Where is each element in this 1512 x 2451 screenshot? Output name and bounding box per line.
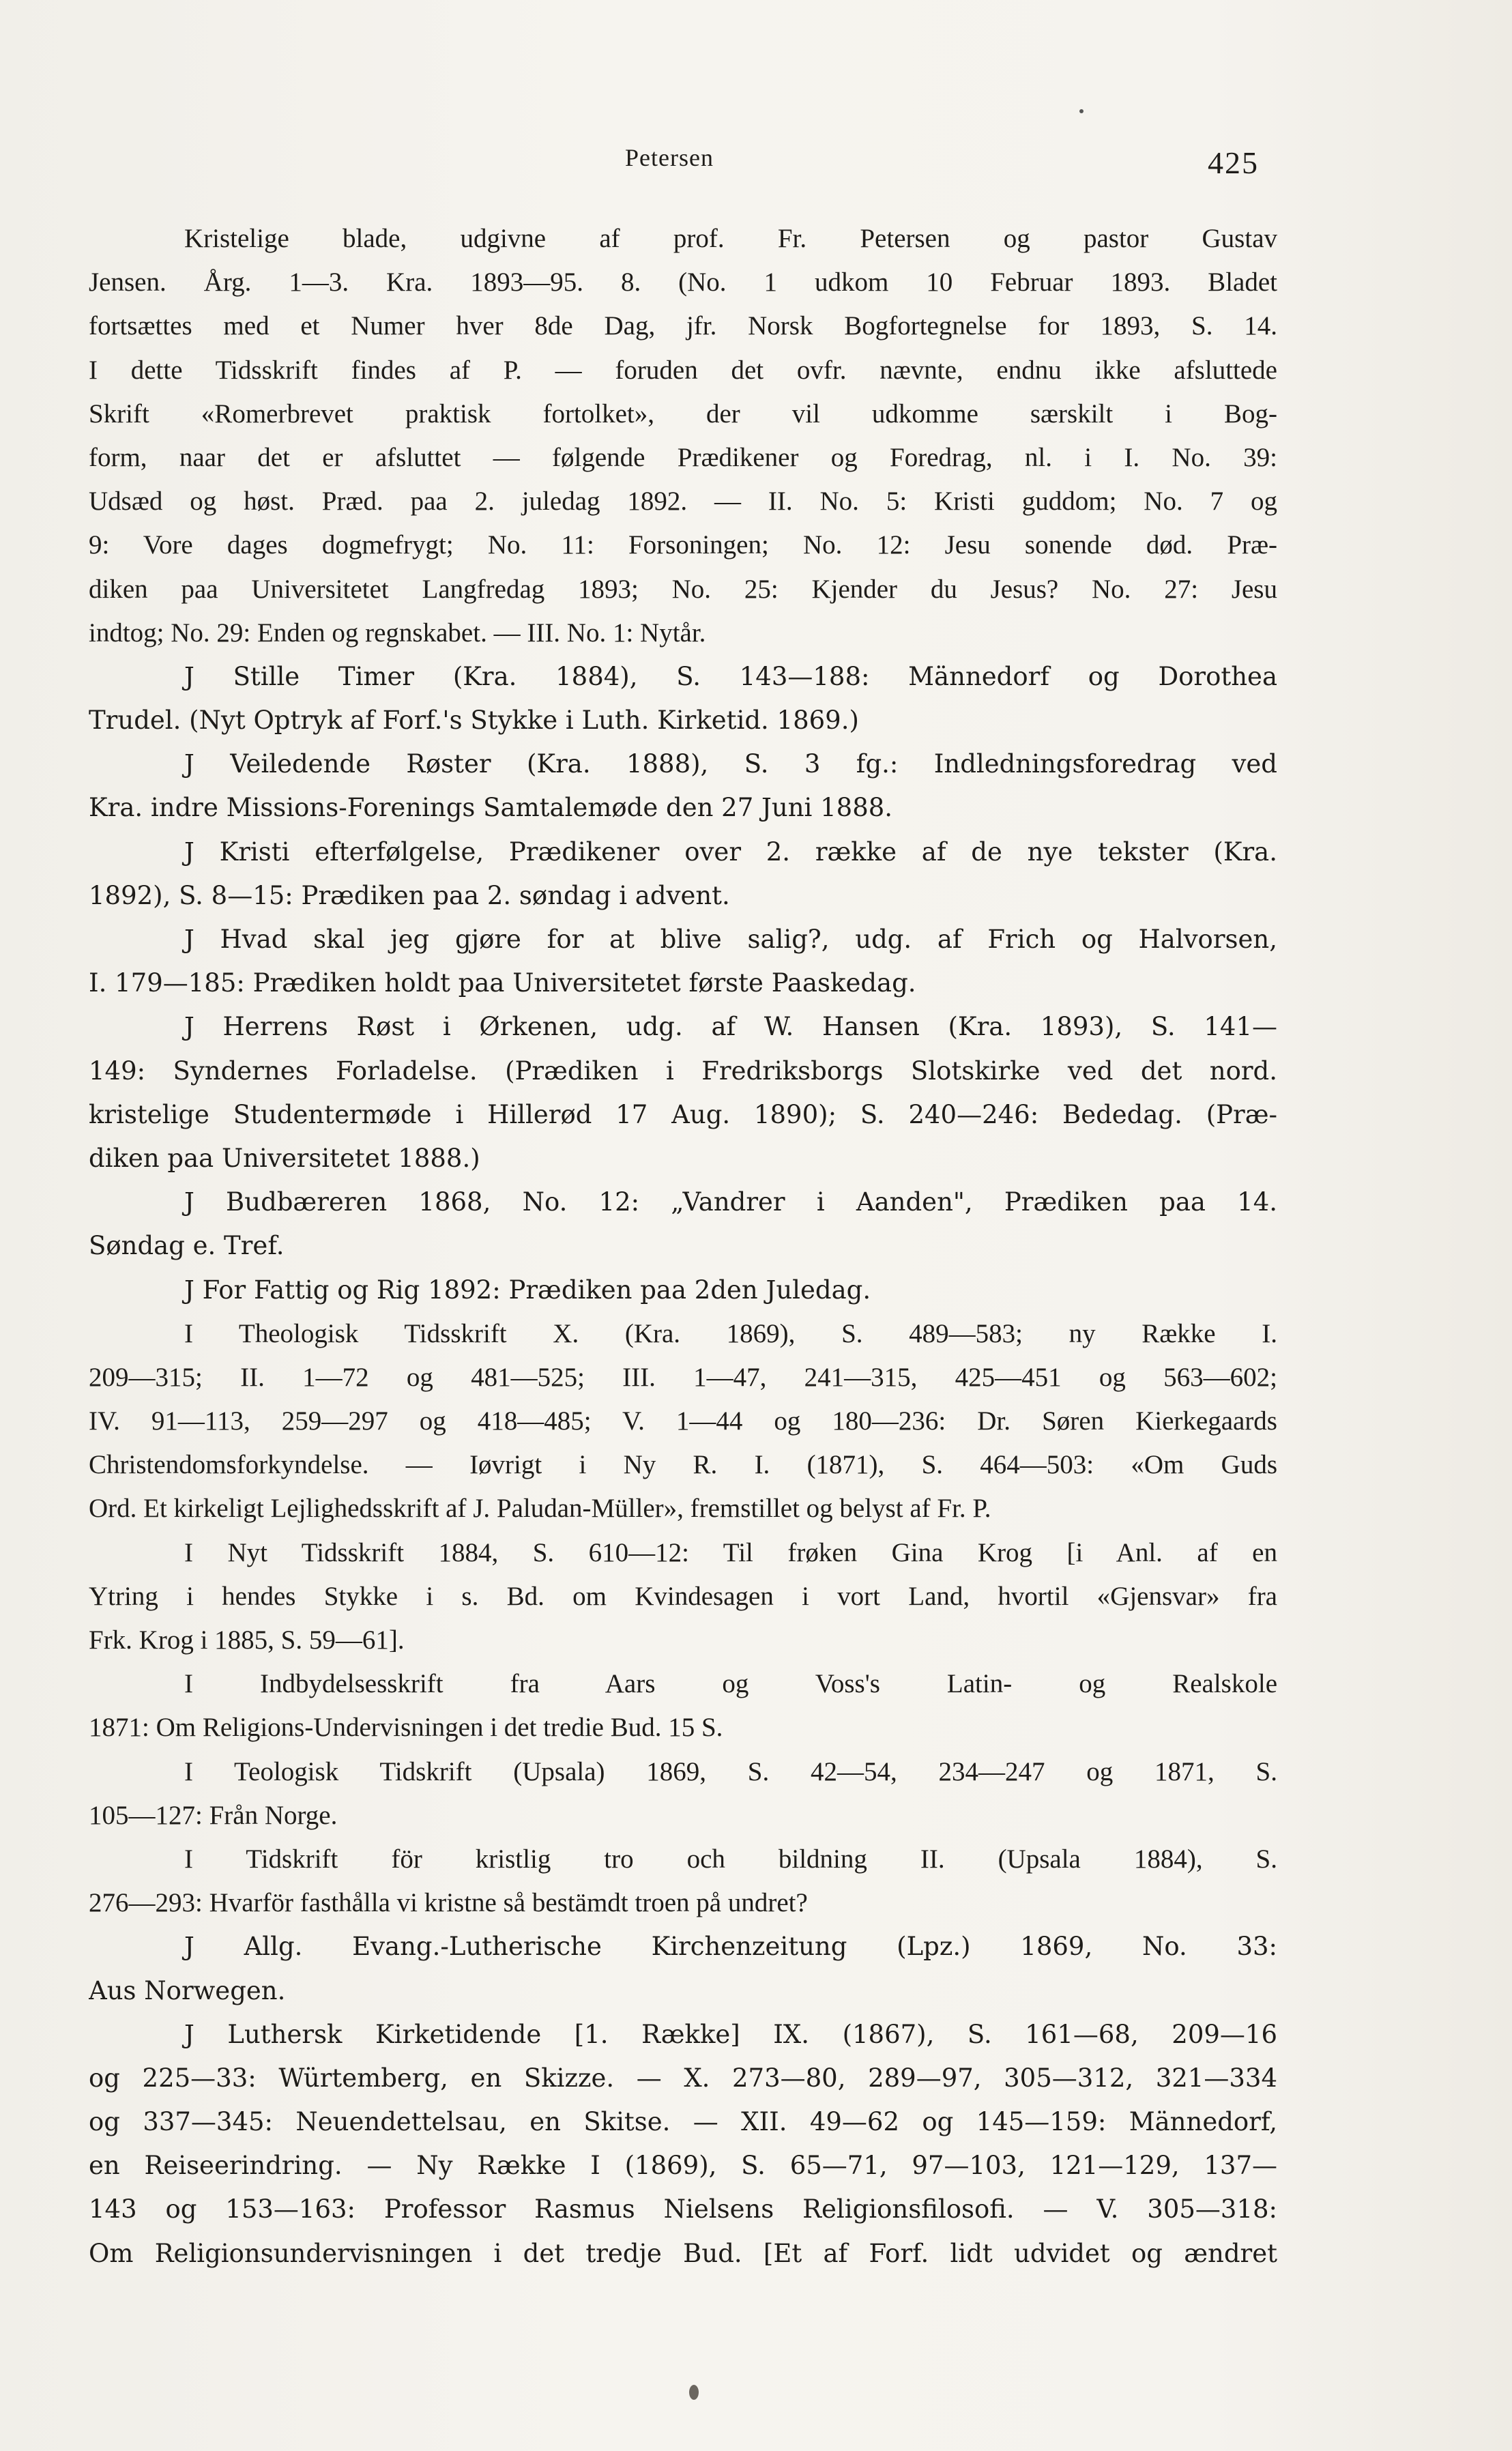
text-line: J Herrens Røst i Ørkenen, udg. af W. Hansen (Kra. 1893), S. 141— <box>184 1012 1277 1042</box>
text-line: 1892), S. 8—15: Prædiken paa 2. søndag i advent. <box>89 880 730 910</box>
page-number: 425 <box>1208 145 1259 180</box>
text-line: og 337—345: Neuendettelsau, en Skitse. — XII. 49—62 og 145—159: Männedorf, <box>89 2107 1277 2137</box>
text-line: I. 179—185: Prædiken holdt paa Universitetet første Paaskedag. <box>89 968 916 998</box>
text-line: kristelige Studentermøde i Hillerød 17 Aug. 1890); S. 240—246: Bededag. (Præ- <box>89 1099 1277 1129</box>
text-line: Skrift «Romerbrevet praktisk fortolket», der vil udkomme særskilt i Bog- <box>89 398 1277 429</box>
running-head: Petersen <box>625 144 714 171</box>
text-line: 143 og 153—163: Professor Rasmus Nielsens Religionsfilosofi. — V. 305—318: <box>89 2194 1277 2224</box>
text-line: J Luthersk Kirketidende [1. Række] IX. (1867), S. 161—68, 209—16 <box>184 2019 1277 2049</box>
text-line: I Tidskrift för kristlig tro och bildning II. (Upsala 1884), S. <box>184 1844 1277 1874</box>
text-line: I Indbydelsesskrift fra Aars og Voss's Latin- og Realskole <box>184 1669 1277 1699</box>
bibliography-text <box>89 217 1277 2276</box>
text-line: fortsættes med et Numer hver 8de Dag, jfr. Norsk Bogfortegnelse for 1893, S. 14. <box>89 311 1277 341</box>
text-line: Aus Norwegen. <box>89 1975 286 2005</box>
text-line: Om Religionsundervisningen i det tredje Bud. [Et af Forf. lidt udvidet og ændret <box>89 2238 1277 2268</box>
text-line: IV. 91—113, 259—297 og 418—485; V. 1—44 og 180—236: Dr. Søren Kierkegaards <box>89 1406 1277 1436</box>
text-line: 105—127: Från Norge. <box>89 1800 338 1830</box>
text-line: en Reiseerindring. — Ny Række I (1869), S. 65—71, 97—103, 121—129, 137— <box>89 2151 1277 2181</box>
text-line: I Nyt Tidsskrift 1884, S. 610—12: Til frøken Gina Krog [i Anl. af en <box>184 1537 1277 1567</box>
text-line: I dette Tidsskrift findes af P. — foruden det ovfr. nævnte, endnu ikke afsluttede <box>89 355 1277 385</box>
text-line: Ord. Et kirkeligt Lejlighedsskrift af J. Paludan-Müller», fremstillet og belyst af Fr. P. <box>89 1494 991 1524</box>
text-line: og 225—33: Würtemberg, en Skizze. — X. 273—80, 289—97, 305—312, 321—334 <box>89 2063 1277 2093</box>
text-line: 1871: Om Religions-Undervisningen i det tredie Bud. 15 S. <box>89 1713 723 1743</box>
text-line: Søndag e. Tref. <box>89 1231 285 1261</box>
text-line: 149: Syndernes Forladelse. (Prædiken i Fredriksborgs Slotskirke ved det nord. <box>89 1056 1277 1086</box>
text-line: I Teologisk Tidskrift (Upsala) 1869, S. 42—54, 234—247 og 1871, S. <box>184 1756 1277 1786</box>
text-line: diken paa Universitetet 1888.) <box>89 1143 480 1173</box>
text-line: Trudel. (Nyt Optryk af Forf.'s Stykke i Luth. Kirketid. 1869.) <box>89 706 859 736</box>
text-line: 209—315; II. 1—72 og 481—525; III. 1—47, 241—315, 425—451 og 563—602; <box>89 1362 1277 1392</box>
text-line: Jensen. Årg. 1—3. Kra. 1893—95. 8. (No. 1 udkom 10 Februar 1893. Bladet <box>89 267 1277 298</box>
text-line: 276—293: Hvarför fasthålla vi kristne så bestämdt troen på undret? <box>89 1888 808 1918</box>
text-line: J Kristi efterfølgelse, Prædikener over 2. række af de nye tekster (Kra. <box>184 837 1277 867</box>
text-line: indtog; No. 29: Enden og regnskabet. — III. No. 1: Nytår. <box>89 618 706 648</box>
text-line: Frk. Krog i 1885, S. 59—61]. <box>89 1625 405 1655</box>
text-line: J Allg. Evang.-Lutherische Kirchenzeitung (Lpz.) 1869, No. 33: <box>184 1932 1277 1962</box>
text-line: I Theologisk Tidsskrift X. (Kra. 1869), S. 489—583; ny Række I. <box>184 1318 1277 1348</box>
text-line: 9: Vore dages dogmefrygt; No. 11: Forsoningen; No. 12: Jesu sonende død. Præ- <box>89 530 1277 560</box>
text-line: J Budbæreren 1868, No. 12: „Vandrer i Aanden", Prædiken paa 14. <box>184 1187 1277 1217</box>
text-line: J Veiledende Røster (Kra. 1888), S. 3 fg.: Indledningsforedrag ved <box>184 749 1277 779</box>
text-line: Udsæd og høst. Præd. paa 2. juledag 1892. — II. No. 5: Kristi guddom; No. 7 og <box>89 487 1277 517</box>
text-line: Kra. indre Missions-Forenings Samtalemøde den 27 Juni 1888. <box>89 793 893 823</box>
text-line: Kristelige blade, udgivne af prof. Fr. Petersen og pastor Gustav <box>184 224 1277 253</box>
ink-speck <box>1079 109 1084 113</box>
text-line: J Hvad skal jeg gjøre for at blive salig?, udg. af Frich og Halvorsen, <box>184 925 1277 954</box>
text-line: J For Fattig og Rig 1892: Prædiken paa 2den Juledag. <box>184 1275 871 1305</box>
text-line: form, naar det er afsluttet — følgende Prædikener og Foredrag, nl. i I. No. 39: <box>89 442 1277 472</box>
text-line: Christendomsforkyndelse. — Iøvrigt i Ny R. I. (1871), S. 464—503: «Om Guds <box>89 1450 1277 1480</box>
text-line: diken paa Universitetet Langfredag 1893; No. 25: Kjender du Jesus? No. 27: Jesu <box>89 574 1277 604</box>
text-line: J Stille Timer (Kra. 1884), S. 143—188: Männedorf og Dorothea <box>184 661 1277 691</box>
ink-blot <box>689 2385 699 2400</box>
text-line: Ytring i hendes Stykke i s. Bd. om Kvindesagen i vort Land, hvortil «Gjensvar» fra <box>89 1581 1277 1611</box>
